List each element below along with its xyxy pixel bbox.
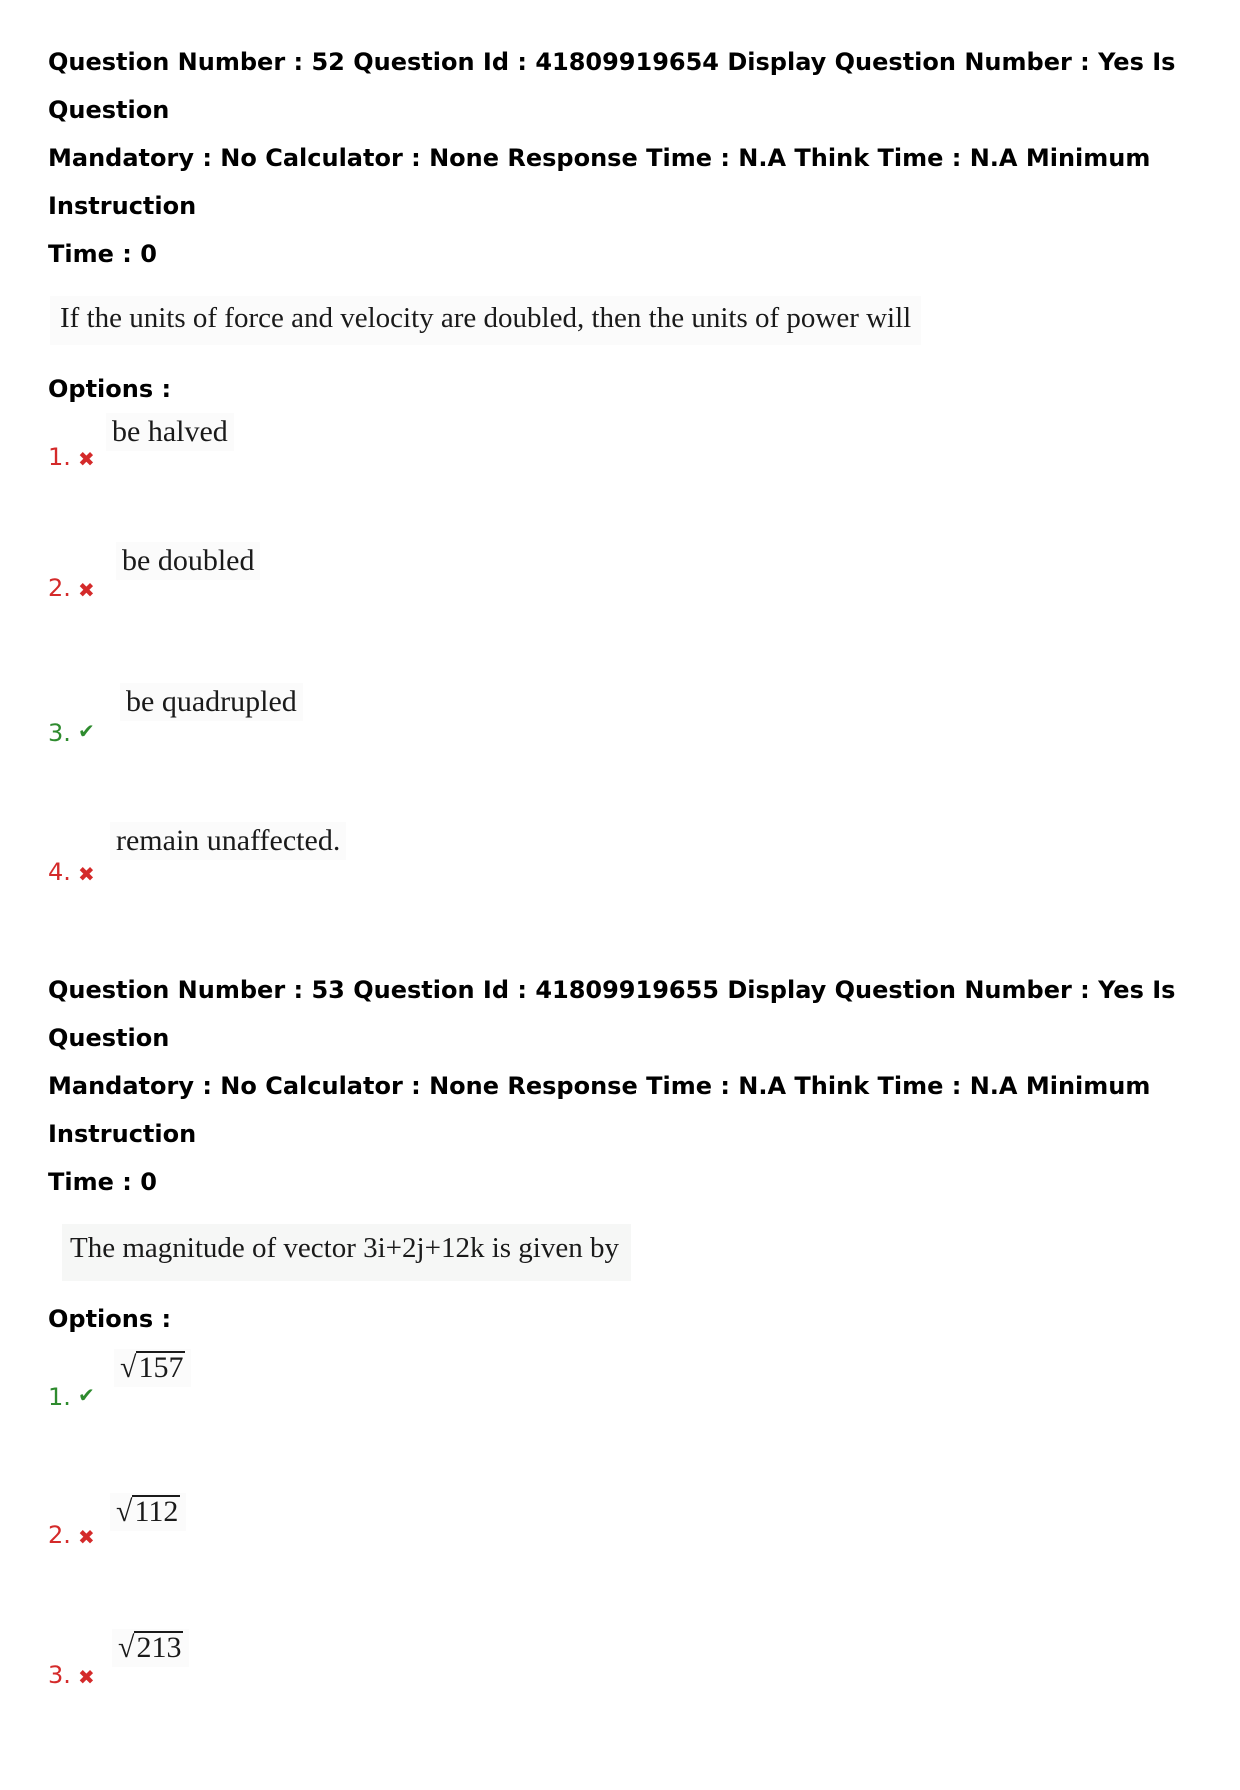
question-header-line-3: Time : 0 xyxy=(48,240,157,268)
sqrt-icon: √ xyxy=(118,1631,135,1664)
question-header-line-2: Mandatory : No Calculator : None Response Time : N.A Think Time : N.A Minimum Instruction xyxy=(48,144,1151,220)
question-text: The magnitude of vector 3i+2j+12k is given by xyxy=(62,1224,631,1281)
option-number: 1. xyxy=(48,443,71,471)
options-label: Options : xyxy=(48,375,172,403)
option-text: be quadrupled xyxy=(120,683,303,721)
cross-icon: ✖ xyxy=(78,447,95,471)
check-icon: ✔ xyxy=(78,1383,95,1407)
sqrt-expression xyxy=(116,1495,180,1529)
cross-icon: ✖ xyxy=(78,1665,95,1689)
sqrt-expression xyxy=(118,1631,183,1665)
radicand: 112 xyxy=(134,1495,179,1528)
option-1 xyxy=(48,1351,1208,1505)
question-header-line-1: Question Number : 52 Question Id : 41809919654 Display Question Number : Yes Is Question xyxy=(48,48,1176,124)
question-53 xyxy=(48,966,1208,1790)
sqrt-expression xyxy=(120,1351,185,1385)
radicand: 157 xyxy=(138,1351,184,1384)
option-1 xyxy=(48,413,1208,558)
question-header-line-2: Mandatory : No Calculator : None Response Time : N.A Think Time : N.A Minimum Instruction xyxy=(48,1072,1151,1148)
option-number: 1. xyxy=(48,1383,71,1411)
cross-icon: ✖ xyxy=(78,1525,95,1549)
sqrt-icon: √ xyxy=(120,1351,137,1384)
option-text: remain unaffected. xyxy=(110,822,346,860)
option-number: 3. xyxy=(48,1661,71,1689)
question-header-line-3: Time : 0 xyxy=(48,1168,157,1196)
option-2 xyxy=(48,544,1208,703)
options-label: Options : xyxy=(48,1305,172,1333)
question-text: If the units of force and velocity are doubled, then the units of power will xyxy=(50,296,921,345)
option-sqrt xyxy=(114,1349,191,1387)
option-2 xyxy=(48,1495,1208,1645)
cross-icon: ✖ xyxy=(78,862,95,886)
option-number: 4. xyxy=(48,858,71,886)
cross-icon: ✖ xyxy=(78,578,95,602)
option-number: 2. xyxy=(48,1521,71,1549)
option-text: be doubled xyxy=(116,542,260,580)
check-icon: ✔ xyxy=(78,719,95,743)
option-sqrt xyxy=(110,1493,186,1531)
sqrt-icon: √ xyxy=(116,1495,133,1528)
option-text: be halved xyxy=(106,413,234,451)
option-sqrt xyxy=(112,1629,189,1667)
radicand: 213 xyxy=(136,1631,182,1664)
option-number: 2. xyxy=(48,574,71,602)
option-3 xyxy=(48,1631,1208,1790)
question-52 xyxy=(48,38,1208,993)
question-header-line-1: Question Number : 53 Question Id : 41809919655 Display Question Number : Yes Is Question xyxy=(48,976,1176,1052)
option-number: 3. xyxy=(48,719,71,747)
